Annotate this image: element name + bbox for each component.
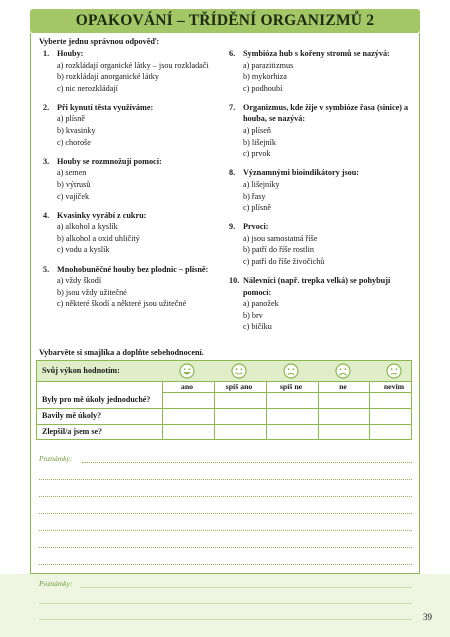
- row-label-jednoduche: Byly pro mě úkoly jednoduché?: [42, 395, 151, 404]
- question-column-right: [229, 48, 415, 341]
- column-header-ne: ne: [339, 382, 347, 391]
- question-number: 4.: [43, 210, 50, 220]
- smiley-happy-icon[interactable]: [231, 363, 247, 379]
- question-block: [43, 264, 225, 310]
- instruction-text: Vyberte jednu správnou odpověď:: [39, 37, 160, 46]
- question-block: [43, 210, 225, 256]
- question-number: 1.: [43, 49, 50, 58]
- answer-option[interactable]: c) bičíku: [243, 322, 272, 332]
- answer-option[interactable]: c) podhoubí: [243, 83, 283, 93]
- question-block: [229, 102, 415, 160]
- answer-option[interactable]: c) choroše: [57, 137, 91, 147]
- column-header-nevim: nevím: [383, 382, 405, 391]
- question-number: 3.: [43, 156, 50, 166]
- row-label-zlepsil: Zlepšil/a jsem se?: [42, 427, 102, 436]
- answer-option[interactable]: c) prvok: [243, 149, 271, 159]
- answer-option[interactable]: a) parazitizmus: [243, 60, 294, 70]
- question-text: Nálevníci (např. trepka velká) se pohybují pomocí:: [243, 276, 391, 297]
- table-divider: [318, 381, 319, 439]
- answer-option[interactable]: a) semen: [57, 168, 87, 178]
- footer-notes-line[interactable]: [39, 603, 412, 604]
- answer-option[interactable]: b) jsou vždy užitečné: [57, 287, 127, 297]
- answer-option[interactable]: a) alkohol a kyslík: [57, 222, 118, 232]
- smiley-sad-icon[interactable]: [283, 363, 299, 379]
- column-header-ano: ano: [180, 382, 194, 391]
- question-heading: [229, 221, 415, 233]
- answer-option[interactable]: b) výtrusů: [57, 179, 91, 189]
- row-label-bavily: Bavily mě úkoly?: [42, 411, 102, 420]
- question-heading: [229, 167, 415, 179]
- question-heading: [229, 102, 415, 125]
- answer-option[interactable]: c) vajíček: [57, 191, 90, 201]
- notes-line[interactable]: [39, 496, 412, 497]
- question-block: [229, 167, 415, 213]
- smiley-very-happy-icon[interactable]: [179, 363, 195, 379]
- answer-option[interactable]: a) lišejníky: [243, 179, 280, 189]
- question-number: 9.: [229, 222, 236, 232]
- question-block: [229, 275, 415, 333]
- question-number: 8.: [229, 168, 236, 178]
- answer-option[interactable]: b) alkohol a oxid uhličitý: [57, 233, 140, 243]
- answer-option[interactable]: b) lišejník: [243, 137, 276, 147]
- answer-option[interactable]: a) plíseň: [243, 126, 271, 136]
- answer-option[interactable]: b) mykorhiza: [243, 72, 287, 82]
- self-evaluation-table: [36, 360, 412, 440]
- table-divider: [37, 424, 411, 425]
- question-column-left: [43, 48, 225, 317]
- question-heading: [43, 264, 225, 276]
- question-number: 5.: [43, 264, 50, 274]
- answer-option[interactable]: b) patří do říše rostlin: [243, 245, 314, 255]
- answer-option[interactable]: a) plísně: [57, 114, 85, 124]
- notes-label: Poznámky:: [39, 454, 73, 463]
- question-text: Při kynutí těsta využíváme:: [57, 102, 154, 112]
- question-number: 6.: [229, 49, 236, 58]
- answer-option[interactable]: b) rozkládají anorganické látky: [57, 72, 159, 82]
- question-text: Významnými bioindikátory jsou:: [243, 168, 360, 178]
- question-text: Organizmus, kde žije v symbióze řasa (sinice) a houba, se nazývá:: [243, 102, 409, 124]
- page-title: OPAKOVÁNÍ – TŘÍDĚNÍ ORGANIZMŮ 2: [75, 12, 375, 29]
- notes-line[interactable]: [39, 547, 412, 548]
- question-block: [229, 221, 415, 267]
- smiley-neutral-icon[interactable]: [386, 363, 402, 379]
- footer-notes-label: Poznámky:: [39, 579, 73, 588]
- answer-option[interactable]: c) nic nerozkládají: [57, 83, 118, 93]
- question-text: Houby se rozmnožují pomocí:: [57, 156, 162, 166]
- table-divider: [162, 381, 163, 439]
- notes-line[interactable]: [39, 479, 412, 480]
- question-text: Symbióza hub s kořeny stromů se nazývá:: [243, 49, 390, 58]
- question-heading: [43, 102, 225, 114]
- notes-line[interactable]: [82, 462, 412, 463]
- evaluation-title: Vybarvěte si smajlíka a doplňte sebehodnocení.: [39, 348, 204, 357]
- question-block: [229, 48, 415, 94]
- table-divider: [37, 408, 411, 409]
- answer-option[interactable]: a) panožek: [243, 299, 279, 309]
- answer-option[interactable]: a) rozkládají organické látky – jsou rozkladači: [57, 60, 209, 70]
- smiley-very-sad-icon[interactable]: [335, 363, 351, 379]
- title-bar: [30, 9, 420, 33]
- answer-option[interactable]: b) řasy: [243, 191, 266, 201]
- answer-option[interactable]: c) některé škodí a některé jsou užitečné: [57, 299, 187, 309]
- question-block: [43, 102, 225, 148]
- notes-line[interactable]: [39, 530, 412, 531]
- question-number: 2.: [43, 102, 50, 112]
- table-header: [37, 361, 411, 381]
- question-text: Mnohobuněčné houby bez plodnic – plísně:: [57, 264, 209, 274]
- question-block: [43, 48, 225, 94]
- answer-option[interactable]: c) plísně: [243, 203, 271, 213]
- answer-option[interactable]: a) vždy škodí: [57, 276, 102, 286]
- question-heading: [229, 48, 415, 60]
- question-text: Kvasinky vyrábí z cukru:: [57, 210, 147, 220]
- question-heading: [43, 210, 225, 222]
- question-text: Houby:: [57, 49, 84, 58]
- column-header-spis-ne: spíš ne: [279, 382, 303, 391]
- question-heading: [43, 156, 225, 168]
- question-heading: [229, 275, 415, 298]
- question-text: Prvoci:: [243, 222, 269, 232]
- table-divider: [266, 381, 267, 439]
- question-heading: [43, 48, 225, 60]
- page-number: 39: [423, 612, 432, 622]
- table-divider: [37, 381, 411, 382]
- table-header-label: Svůj výkon hodnotím:: [42, 366, 120, 375]
- column-header-spis-ano: spíš ano: [225, 382, 253, 391]
- footer-notes-line[interactable]: [80, 587, 412, 588]
- footer-notes-line[interactable]: [39, 619, 412, 620]
- answer-option[interactable]: b) kvasinky: [57, 126, 96, 136]
- table-divider: [214, 381, 215, 439]
- question-block: [43, 156, 225, 202]
- question-number: 7.: [229, 102, 236, 112]
- question-number: 10.: [229, 276, 240, 286]
- table-divider: [162, 392, 411, 393]
- answer-option[interactable]: c) patří do říše živočichů: [243, 257, 325, 266]
- answer-option[interactable]: c) vodu a kyslík: [57, 245, 110, 255]
- answer-option[interactable]: a) jsou samostatná říše: [243, 233, 318, 243]
- notes-line[interactable]: [39, 513, 412, 514]
- table-divider: [369, 381, 370, 439]
- answer-option[interactable]: b) brv: [243, 310, 263, 320]
- notes-line[interactable]: [39, 564, 412, 565]
